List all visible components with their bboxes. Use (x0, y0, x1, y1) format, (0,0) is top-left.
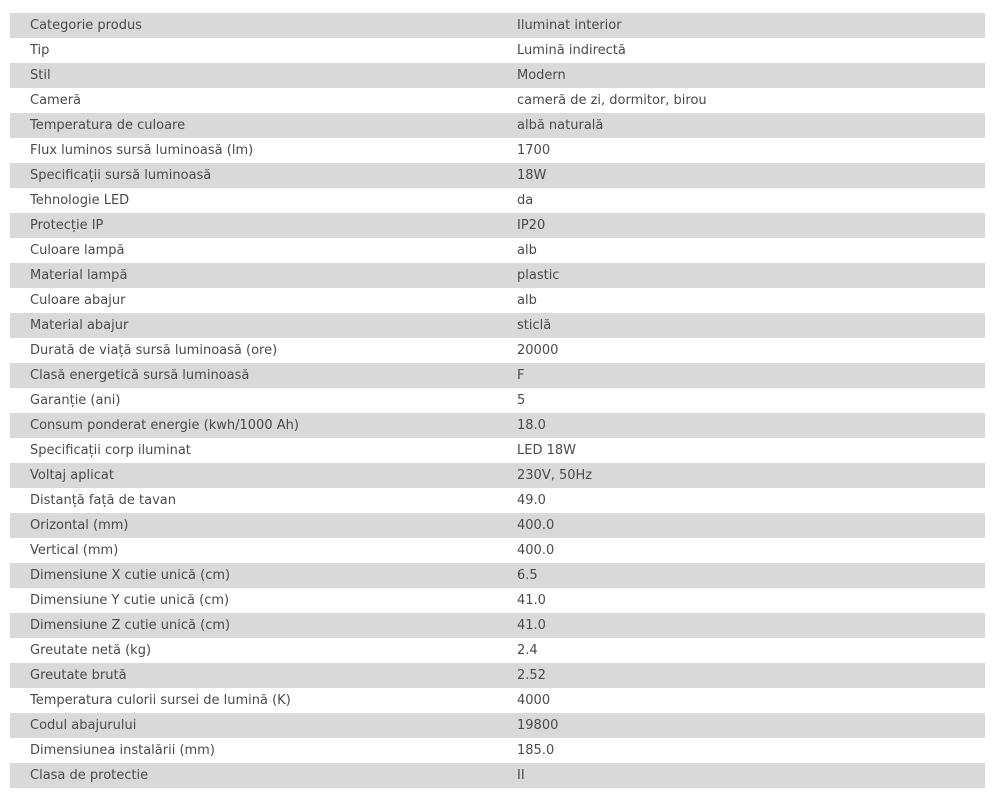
spec-value: cameră de zi, dormitor, birou (497, 88, 985, 113)
spec-value: 41.0 (497, 588, 985, 613)
spec-label: Culoare abajur (10, 288, 497, 313)
spec-row (10, 763, 985, 788)
spec-label: Clasa de protectie (10, 763, 497, 788)
spec-label: Specificații corp iluminat (10, 438, 497, 463)
spec-value: Iluminat interior (497, 13, 985, 38)
spec-label: Temperatura culorii sursei de lumină (K) (10, 688, 497, 713)
spec-label: Tehnologie LED (10, 188, 497, 213)
spec-label: Temperatura de culoare (10, 113, 497, 138)
spec-value: 18.0 (497, 413, 985, 438)
spec-value: IP20 (497, 213, 985, 238)
spec-label: Clasă energetică sursă luminoasă (10, 363, 497, 388)
spec-row (10, 313, 985, 338)
spec-row (10, 588, 985, 613)
spec-row (10, 463, 985, 488)
product-specs-body (10, 13, 985, 788)
spec-value: alb (497, 238, 985, 263)
spec-value: 49.0 (497, 488, 985, 513)
spec-label: Voltaj aplicat (10, 463, 497, 488)
spec-row (10, 238, 985, 263)
spec-label: Stil (10, 63, 497, 88)
spec-row (10, 263, 985, 288)
spec-row (10, 738, 985, 763)
spec-value: 2.52 (497, 663, 985, 688)
spec-row (10, 413, 985, 438)
spec-label: Distanță față de tavan (10, 488, 497, 513)
spec-row (10, 113, 985, 138)
spec-label: Culoare lampă (10, 238, 497, 263)
spec-row (10, 138, 985, 163)
spec-label: Specificații sursă luminoasă (10, 163, 497, 188)
spec-value: albă naturală (497, 113, 985, 138)
spec-row (10, 13, 985, 38)
spec-value: 2.4 (497, 638, 985, 663)
spec-label: Greutate netă (kg) (10, 638, 497, 663)
spec-value: 41.0 (497, 613, 985, 638)
spec-row (10, 188, 985, 213)
spec-label: Dimensiune X cutie unică (cm) (10, 563, 497, 588)
spec-value: LED 18W (497, 438, 985, 463)
product-specs-table (10, 13, 985, 788)
spec-label: Consum ponderat energie (kwh/1000 Ah) (10, 413, 497, 438)
spec-value: 19800 (497, 713, 985, 738)
spec-row (10, 513, 985, 538)
spec-label: Vertical (mm) (10, 538, 497, 563)
spec-row (10, 713, 985, 738)
spec-value: sticlă (497, 313, 985, 338)
spec-row (10, 163, 985, 188)
spec-value: 1700 (497, 138, 985, 163)
spec-value: 20000 (497, 338, 985, 363)
spec-value: 185.0 (497, 738, 985, 763)
spec-label: Dimensiune Z cutie unică (cm) (10, 613, 497, 638)
spec-row (10, 213, 985, 238)
spec-value: Lumină indirectă (497, 38, 985, 63)
spec-value: F (497, 363, 985, 388)
spec-row (10, 538, 985, 563)
spec-value: alb (497, 288, 985, 313)
spec-value: 5 (497, 388, 985, 413)
spec-row (10, 488, 985, 513)
spec-row (10, 688, 985, 713)
spec-label: Dimensiune Y cutie unică (cm) (10, 588, 497, 613)
spec-label: Greutate brută (10, 663, 497, 688)
spec-value: 4000 (497, 688, 985, 713)
spec-label: Categorie produs (10, 13, 497, 38)
spec-row (10, 663, 985, 688)
spec-value: 18W (497, 163, 985, 188)
spec-row (10, 338, 985, 363)
spec-label: Orizontal (mm) (10, 513, 497, 538)
spec-row (10, 388, 985, 413)
spec-label: Flux luminos sursă luminoasă (lm) (10, 138, 497, 163)
spec-value: da (497, 188, 985, 213)
spec-label: Garanție (ani) (10, 388, 497, 413)
spec-row (10, 613, 985, 638)
spec-label: Durată de viață sursă luminoasă (ore) (10, 338, 497, 363)
spec-row (10, 363, 985, 388)
spec-label: Protecție IP (10, 213, 497, 238)
spec-value: 400.0 (497, 513, 985, 538)
spec-value: II (497, 763, 985, 788)
spec-row (10, 288, 985, 313)
spec-label: Material abajur (10, 313, 497, 338)
spec-label: Codul abajurului (10, 713, 497, 738)
spec-row (10, 38, 985, 63)
spec-row (10, 638, 985, 663)
spec-label: Cameră (10, 88, 497, 113)
spec-label: Material lampă (10, 263, 497, 288)
spec-row (10, 88, 985, 113)
spec-value: 6.5 (497, 563, 985, 588)
spec-value: Modern (497, 63, 985, 88)
spec-value: 230V, 50Hz (497, 463, 985, 488)
spec-row (10, 63, 985, 88)
spec-value: 400.0 (497, 538, 985, 563)
spec-label: Dimensiunea instalării (mm) (10, 738, 497, 763)
spec-row (10, 438, 985, 463)
spec-value: plastic (497, 263, 985, 288)
spec-row (10, 563, 985, 588)
spec-label: Tip (10, 38, 497, 63)
